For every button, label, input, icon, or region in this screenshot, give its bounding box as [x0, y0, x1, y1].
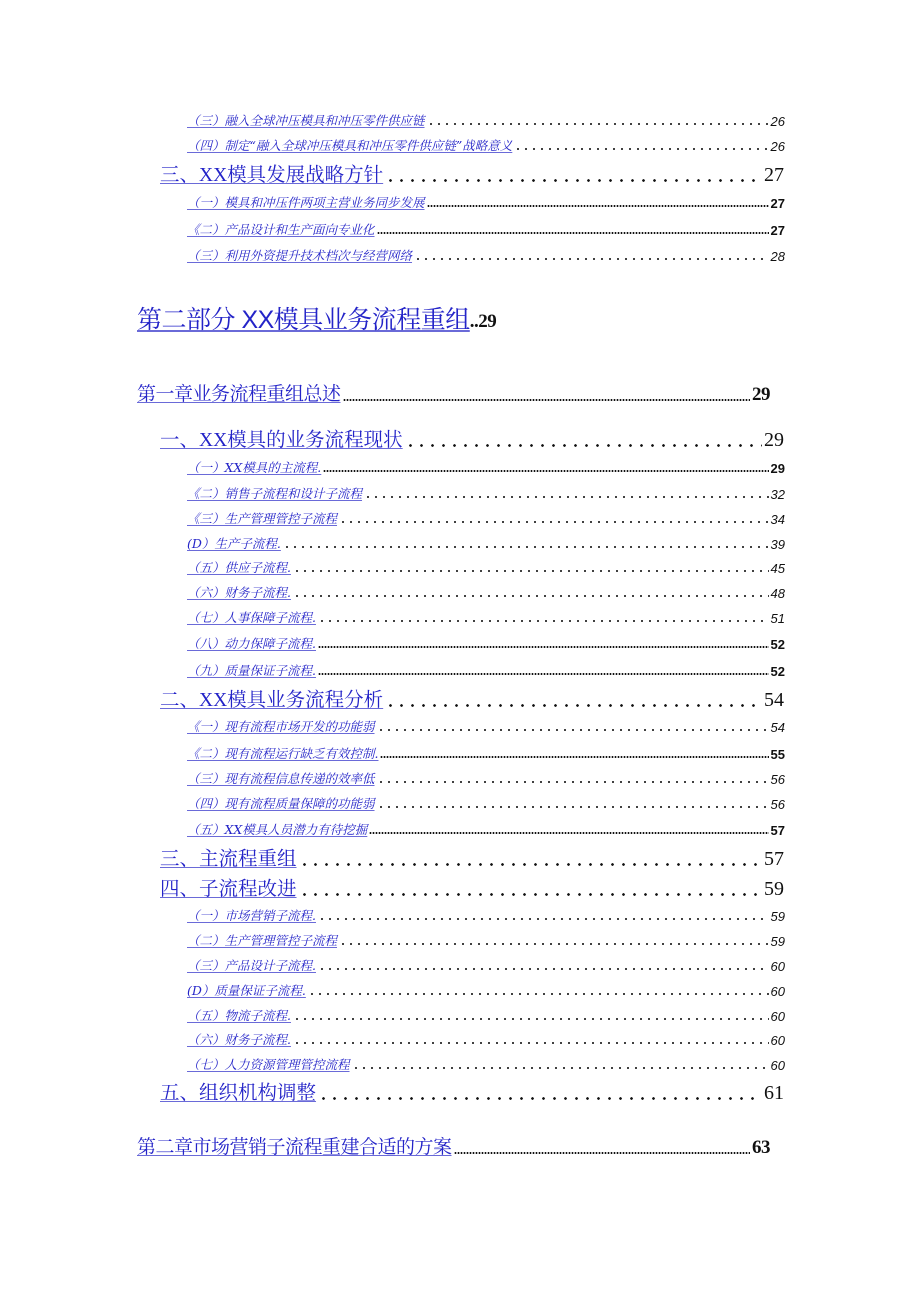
toc-entry-title[interactable]: （一）XX模具的主流程.: [187, 460, 322, 475]
dot-leader: [514, 148, 768, 150]
toc-entry-title[interactable]: （四）制定“融入全球冲压模具和冲压零件供应链”战略意义: [187, 138, 513, 153]
toc-entry[interactable]: [187, 583, 785, 601]
toc-entry-title[interactable]: 二、XX模具业务流程分析: [160, 690, 384, 711]
toc-entry[interactable]: [187, 769, 785, 787]
toc-entry-title[interactable]: 《二）销售子流程和设计子流程: [187, 486, 363, 501]
toc-entry[interactable]: [187, 661, 785, 679]
toc-entry-title[interactable]: （八）动力保障子流程.: [187, 636, 316, 651]
toc-page-number: 29: [764, 429, 784, 451]
dot-leader: [377, 806, 769, 808]
dot-leader: [414, 258, 769, 260]
dot-leader: [299, 863, 762, 866]
toc-page-number: 28: [770, 249, 785, 264]
dot-leader: [427, 205, 769, 207]
toc-page-number: 29: [752, 384, 770, 405]
toc-page-number: 52: [770, 664, 785, 679]
toc-entry[interactable]: [187, 484, 785, 502]
toc-entry[interactable]: [187, 1006, 785, 1024]
toc-page-number: 60: [770, 1009, 785, 1024]
dot-leader: [318, 1097, 762, 1100]
toc-entry-title[interactable]: （三）利用外资提升技术档次与经营网络: [187, 248, 413, 263]
toc-page-number: 57: [770, 823, 785, 838]
toc-page-number: 59: [764, 878, 784, 900]
toc-entry-title[interactable]: 三、主流程重组: [160, 849, 297, 870]
toc-page-number: 54: [764, 689, 784, 711]
toc-page-number: 60: [770, 1033, 785, 1048]
toc-entry[interactable]: [187, 193, 785, 211]
dot-leader: [318, 673, 769, 675]
toc-entry[interactable]: [160, 686, 784, 712]
toc-entry-title[interactable]: （九）质量保证子流程.: [187, 663, 316, 678]
dot-leader: [318, 646, 769, 648]
dot-leader: [405, 444, 762, 447]
toc-entry[interactable]: [187, 931, 785, 949]
toc-entry[interactable]: [137, 1133, 770, 1159]
dot-leader: [385, 704, 762, 707]
toc-page-number: 59: [770, 934, 785, 949]
toc-entry-title[interactable]: 四、子流程改进: [160, 879, 297, 900]
toc-entry[interactable]: [187, 634, 785, 652]
dot-leader: [343, 399, 750, 401]
dot-leader: [427, 123, 769, 125]
toc-entry[interactable]: [187, 794, 785, 812]
toc-entry-title[interactable]: （二）生产管理管控子流程: [187, 933, 338, 948]
toc-entry-title[interactable]: (D）质量保证子流程.: [187, 983, 306, 998]
toc-entry[interactable]: [187, 111, 785, 129]
toc-entry-title[interactable]: 第二章市场营销子流程重建合适的方案: [137, 1137, 452, 1158]
toc-page-number: 55: [770, 747, 785, 762]
toc-entry-title[interactable]: (D）生产子流程.: [187, 536, 281, 551]
dot-leader: [364, 496, 769, 498]
toc-page-number: 63: [752, 1137, 770, 1158]
toc-entry-title[interactable]: （三）融入全球冲压模具和冲压零件供应链: [187, 113, 425, 128]
toc-page-number: 59: [770, 909, 785, 924]
toc-entry[interactable]: [187, 956, 785, 974]
toc-entry-title[interactable]: 五、组织机构调整: [160, 1083, 317, 1104]
toc-entry[interactable]: [160, 845, 784, 871]
toc-entry[interactable]: [187, 458, 785, 476]
dot-leader: [299, 893, 762, 896]
toc-page-number: ..29: [469, 311, 497, 332]
toc-page-number: 45: [770, 561, 785, 576]
dot-leader: [318, 968, 769, 970]
toc-entry[interactable]: [160, 426, 784, 452]
toc-page-number: 27: [764, 164, 784, 186]
toc-entry-title[interactable]: （一）市场营销子流程.: [187, 908, 316, 923]
toc-entry-title[interactable]: （六）财务子流程.: [187, 1032, 291, 1047]
toc-entry-title[interactable]: （三）产品设计子流程.: [187, 958, 316, 973]
dot-leader: [293, 595, 769, 597]
toc-page-number: 29: [770, 461, 785, 476]
toc-entry-title[interactable]: 一、XX模具的业务流程现状: [160, 430, 403, 451]
toc-entry[interactable]: [187, 534, 785, 552]
toc-page-number: 60: [770, 1058, 785, 1073]
toc-page-number: 27: [770, 196, 785, 211]
toc-page-number: 57: [764, 848, 784, 870]
dot-leader: [293, 1042, 769, 1044]
toc-page-number: 27: [770, 223, 785, 238]
toc-entry[interactable]: [160, 161, 784, 187]
dot-leader: [454, 1152, 750, 1154]
dot-leader: [377, 232, 769, 234]
toc-entry[interactable]: [187, 744, 785, 762]
toc-page-number: 60: [770, 984, 785, 999]
toc-page-number: 26: [770, 139, 785, 154]
toc-entry-title[interactable]: 《二）现有流程运行缺乏有效控制.: [187, 746, 379, 761]
toc-entry[interactable]: [187, 1055, 785, 1073]
toc-entry[interactable]: [187, 981, 785, 999]
dot-leader: [369, 832, 768, 834]
toc-entry-title[interactable]: 第二部分 XX模具业务流程重组: [137, 306, 470, 334]
toc-entry[interactable]: [187, 220, 785, 238]
toc-page-number: 60: [770, 959, 785, 974]
dot-leader: [293, 570, 769, 572]
toc-entry[interactable]: [187, 717, 785, 735]
toc-entry-title[interactable]: 《三）生产管理管控子流程: [187, 511, 338, 526]
dot-leader: [308, 993, 769, 995]
dot-leader: [385, 179, 762, 182]
toc-page-number: 39: [770, 537, 785, 552]
toc-entry-title[interactable]: （六）财务子流程.: [187, 585, 291, 600]
toc-page-number: 51: [770, 611, 785, 626]
toc-entry-title[interactable]: （五）物流子流程.: [187, 1008, 291, 1023]
toc-entry[interactable]: [187, 1030, 785, 1048]
toc-entry[interactable]: [160, 1079, 784, 1105]
toc-entry-title[interactable]: （三）现有流程信息传递的效率低: [187, 771, 375, 786]
toc-entry[interactable]: [187, 246, 785, 264]
toc-page-number: 48: [770, 586, 785, 601]
toc-entry-title[interactable]: 三、XX模具发展战略方针: [160, 165, 384, 186]
dot-leader: [283, 546, 769, 548]
dot-leader: [377, 781, 769, 783]
toc-page-number: 56: [770, 772, 785, 787]
dot-leader: [380, 756, 768, 758]
dot-leader: [323, 470, 768, 472]
toc-entry-title[interactable]: （一）模具和冲压件两项主营业务同步发展: [187, 195, 425, 210]
toc-entry-title[interactable]: 《二）产品设计和生产面向专业化: [187, 222, 375, 237]
toc-entry[interactable]: [137, 380, 770, 406]
toc-page-number: 54: [770, 720, 785, 735]
dot-leader: [318, 918, 769, 920]
toc-entry[interactable]: [187, 608, 785, 626]
toc-entry[interactable]: [187, 558, 785, 576]
toc-entry-title[interactable]: 第一章业务流程重组总述: [137, 384, 341, 405]
toc-entry[interactable]: [187, 509, 785, 527]
dot-leader: [293, 1018, 769, 1020]
toc-entry[interactable]: [137, 302, 496, 336]
toc-entry-title[interactable]: （五）供应子流程.: [187, 560, 291, 575]
toc-entry-title[interactable]: （五）XX模具人员潜力有待挖掘: [187, 822, 368, 837]
toc-page-number: 61: [764, 1082, 784, 1104]
toc-entry[interactable]: [160, 875, 784, 901]
toc-page-number: 34: [770, 512, 785, 527]
toc-entry-title[interactable]: （七）人事保障子流程.: [187, 610, 316, 625]
toc-entry-title[interactable]: （七）人力资源管理管控流程: [187, 1057, 350, 1072]
dot-leader: [377, 729, 769, 731]
toc-entry[interactable]: [187, 906, 785, 924]
toc-entry-title[interactable]: 《一）现有流程市场开发的功能弱: [187, 719, 375, 734]
toc-page-number: 26: [770, 114, 785, 129]
toc-entry[interactable]: [187, 136, 785, 154]
toc-page-number: 56: [770, 797, 785, 812]
dot-leader: [339, 943, 769, 945]
toc-entry[interactable]: [187, 820, 785, 838]
dot-leader: [339, 521, 769, 523]
toc-entry-title[interactable]: （四）现有流程质量保障的功能弱: [187, 796, 375, 811]
dot-leader: [318, 620, 769, 622]
toc-page-number: 52: [770, 637, 785, 652]
toc-page-number: 32: [770, 487, 785, 502]
dot-leader: [352, 1067, 769, 1069]
